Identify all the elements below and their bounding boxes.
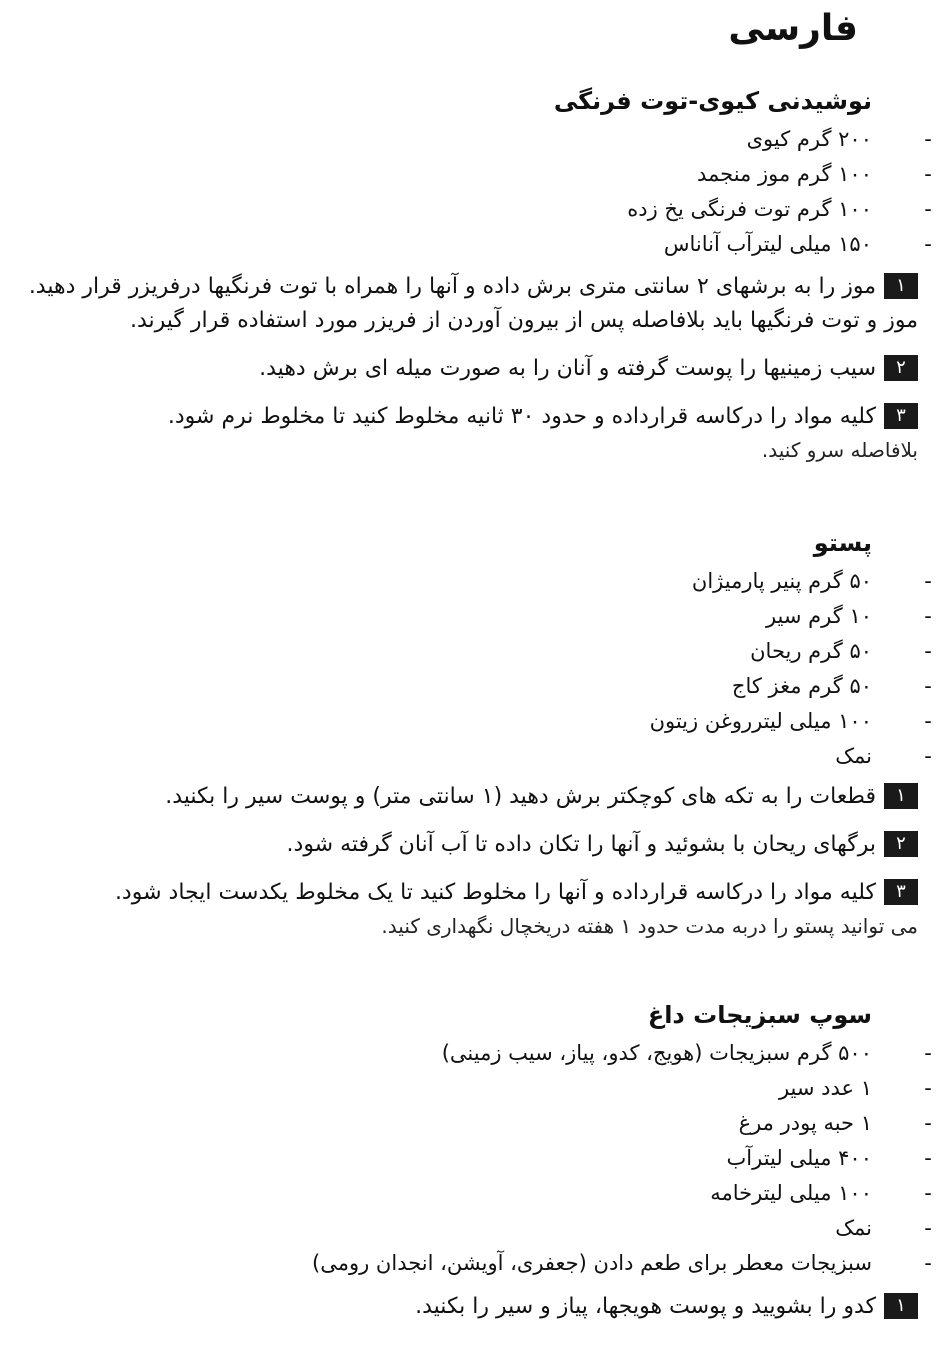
- list-dash: -: [924, 674, 932, 698]
- list-dash: -: [924, 197, 932, 221]
- ingredient-item: - ۱ حبه پودر مرغ: [28, 1106, 872, 1141]
- step-number: ۳: [884, 879, 918, 905]
- ingredient-item: - ۵۰ گرم ریحان: [28, 634, 872, 669]
- recipe-pesto: [28, 526, 932, 774]
- list-dash: -: [924, 162, 932, 186]
- step: ۳کلیه مواد را درکاسه قرارداده و آنها را مخلوط کنید تا یک مخلوط یکدست ایجاد شود.: [28, 876, 918, 910]
- list-dash: -: [924, 604, 932, 628]
- list-dash: -: [924, 127, 932, 151]
- list-dash: -: [924, 1216, 932, 1240]
- list-dash: -: [924, 1111, 932, 1135]
- ingredient-item: - ۵۰ گرم مغز کاج: [28, 669, 872, 704]
- recipe-title: نوشیدنی کیوی-توت فرنگی: [553, 87, 872, 115]
- step: ۱کدو را بشویید و پوست هویجها، پیاز و سیر را بکنید.: [28, 1290, 918, 1324]
- recipe-vegetable-soup: [28, 998, 932, 1281]
- recipe-kiwi-strawberry: [28, 84, 932, 262]
- recipe-title: سوپ سبزیجات داغ: [647, 1001, 872, 1029]
- recipe-note: می توانید پستو را دربه مدت حدود ۱ هفته دریخچال نگهداری کنید.: [381, 914, 918, 938]
- recipe-note: بلافاصله سرو کنید.: [761, 438, 918, 462]
- ingredient-item: - سبزیجات معطر برای طعم دادن (جعفری، آویشن، انجدان رومی): [28, 1246, 872, 1281]
- list-dash: -: [924, 569, 932, 593]
- step-number: ۱: [884, 783, 918, 809]
- ingredient-item: - ۵۰۰ گرم سبزیجات (هویج، کدو، پیاز، سیب زمینی): [28, 1036, 872, 1071]
- list-dash: -: [924, 1251, 932, 1275]
- step-number: ۲: [884, 355, 918, 381]
- step: ۱قطعات را به تکه های کوچکتر برش دهید (۱ سانتی متر) و پوست سیر را بکنید.: [28, 780, 918, 814]
- step-number: ۲: [884, 831, 918, 857]
- list-dash: -: [924, 1181, 932, 1205]
- list-dash: -: [924, 744, 932, 768]
- language-heading: فارسی: [728, 8, 858, 49]
- ingredient-item: - ۱ عدد سیر: [28, 1071, 872, 1106]
- ingredient-item: - نمک: [28, 1211, 872, 1246]
- step-number: ۱: [884, 273, 918, 299]
- ingredient-item: - ۱۵۰ میلی لیترآب آناناس: [28, 227, 872, 262]
- recipe-pesto-steps: [28, 780, 918, 942]
- step: ۳کلیه مواد را درکاسه قرارداده و حدود ۳۰ ثانیه مخلوط کنید تا مخلوط نرم شود.: [28, 400, 918, 434]
- list-dash: -: [924, 709, 932, 733]
- ingredient-item: - ۱۰۰ گرم توت فرنگی یخ زده: [28, 192, 872, 227]
- ingredient-list: [28, 1036, 932, 1281]
- step: ۲سیب زمینیها را پوست گرفته و آنان را به صورت میله ای برش دهید.: [28, 352, 918, 386]
- ingredient-list: [28, 564, 932, 774]
- recipe-title: پستو: [813, 529, 872, 557]
- ingredient-item: - نمک: [28, 739, 872, 774]
- ingredient-item: - ۱۰ گرم سیر: [28, 599, 872, 634]
- ingredient-list: [28, 122, 932, 262]
- ingredient-item: - ۵۰ گرم پنیر پارمیژان: [28, 564, 872, 599]
- step: ۲برگهای ریحان با بشوئید و آنها را تکان داده تا آب آنان گرفته شود.: [28, 828, 918, 862]
- ingredient-item: - ۱۰۰ گرم موز منجمد: [28, 157, 872, 192]
- step: ۱موز را به برشهای ۲ سانتی متری برش داده و آنها را همراه با توت فرنگیها درفریزر قرار دهید. موز و توت فرنگیها باید بلافاصله پس از بیرون آوردن از فریزر مورد استفاده قرار گیرند.: [28, 274, 918, 333]
- list-dash: -: [924, 1146, 932, 1170]
- recipe-kiwi-steps: [28, 270, 918, 466]
- ingredient-item: - ۱۰۰ میلی لیترروغن زیتون: [28, 704, 872, 739]
- step-number: ۱: [884, 1293, 918, 1319]
- list-dash: -: [924, 639, 932, 663]
- recipe-soup-steps: [28, 1290, 918, 1324]
- ingredient-item: - ۱۰۰ میلی لیترخامه: [28, 1176, 872, 1211]
- ingredient-item: - ۴۰۰ میلی لیترآب: [28, 1141, 872, 1176]
- list-dash: -: [924, 232, 932, 256]
- list-dash: -: [924, 1041, 932, 1065]
- step-number: ۳: [884, 403, 918, 429]
- list-dash: -: [924, 1076, 932, 1100]
- ingredient-item: - ۲۰۰ گرم کیوی: [28, 122, 872, 157]
